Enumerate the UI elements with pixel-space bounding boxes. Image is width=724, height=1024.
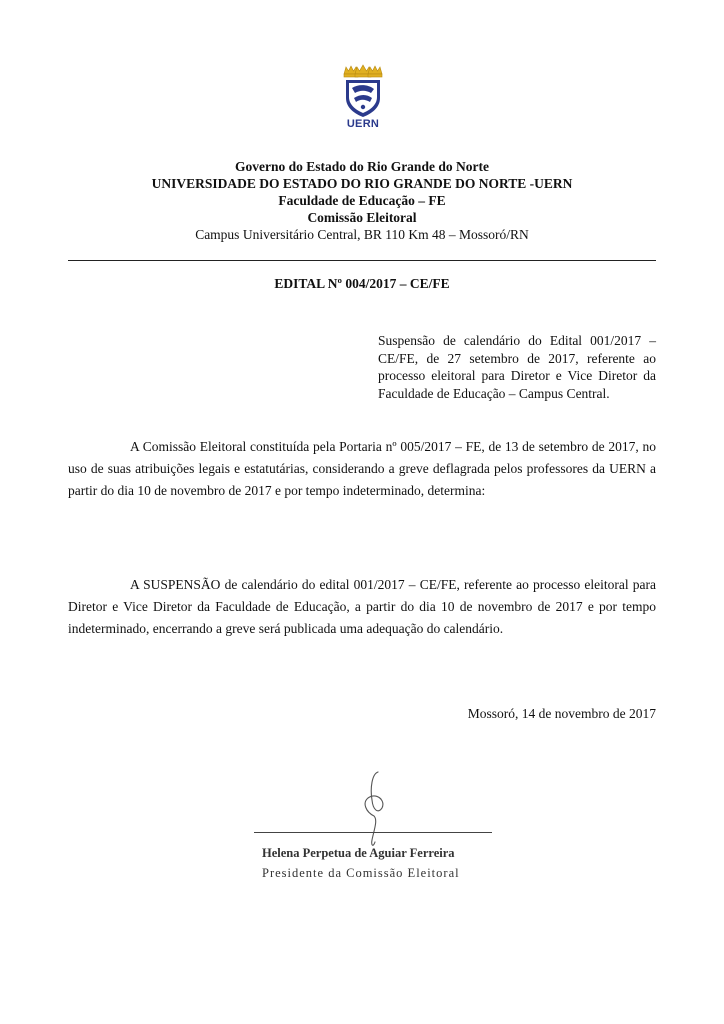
logo-wordmark: UERN	[346, 118, 380, 130]
header-divider	[68, 260, 656, 261]
header-commission: Comissão Eleitoral	[307, 210, 417, 225]
signer-role: Presidente da Comissão Eleitoral	[262, 866, 460, 880]
handwritten-signature	[348, 770, 398, 850]
header-address: Campus Universitário Central, BR 110 Km 48 – Mossoró/RN	[195, 227, 529, 242]
letterhead	[60, 158, 664, 243]
body-paragraph: A SUSPENSÃO de calendário do edital 001/2017 – CE/FE, referente ao processo eleitoral para Diretor e Vice Diretor da Faculdade de Educação, a partir do dia 10 de novembro de 2017 e por tempo indeterminado, encerrando a greve será publicada uma adequação do calendário.	[68, 577, 656, 636]
uern-crest-icon	[340, 62, 386, 118]
uern-logo	[340, 62, 386, 132]
signer-name: Helena Perpetua de Aguiar Ferreira	[262, 846, 455, 860]
document-summary: Suspensão de calendário do Edital 001/2017 – CE/FE, de 27 setembro de 2017, referente ao processo eleitoral para Diretor e Vice Diretor da Faculdade de Educação – Campus Central.	[378, 333, 656, 401]
signature-line	[254, 832, 492, 833]
header-faculty: Faculdade de Educação – FE	[278, 193, 446, 208]
document-title: EDITAL Nº 004/2017 – CE/FE	[274, 276, 450, 291]
header-government: Governo do Estado do Rio Grande do Norte	[235, 159, 489, 174]
body-paragraph: A Comissão Eleitoral constituída pela Portaria nº 005/2017 – FE, de 13 de setembro de 2017, no uso de suas atribuições legais e estatutárias, considerando a greve deflagrada pelos professores da UERN a partir do dia 10 de novembro de 2017 e por tempo indeterminado, determina:	[68, 439, 656, 498]
date-line: Mossoró, 14 de novembro de 2017	[467, 706, 656, 721]
header-university: UNIVERSIDADE DO ESTADO DO RIO GRANDE DO NORTE -UERN	[151, 176, 573, 191]
